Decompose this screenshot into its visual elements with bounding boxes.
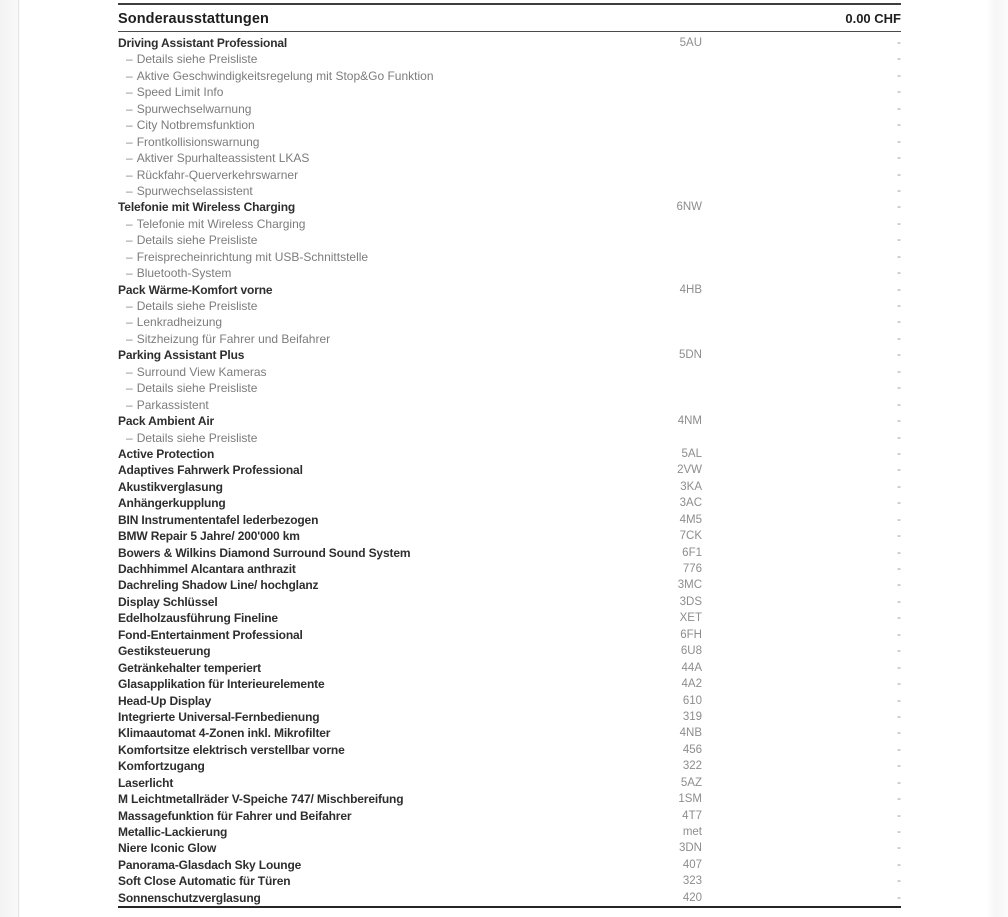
option-row xyxy=(118,840,901,856)
detail-dash: – xyxy=(126,331,133,346)
detail-code-empty xyxy=(622,430,702,446)
detail-code-empty xyxy=(622,134,702,150)
option-row xyxy=(118,873,901,889)
option-name: Klimaautomat 4-Zonen inkl. Mikrofilter xyxy=(118,726,331,741)
options-table xyxy=(118,32,901,908)
option-detail xyxy=(118,167,622,183)
option-row xyxy=(118,479,901,495)
option-name: Glasapplikation für Interieurelemente xyxy=(118,677,325,692)
option-detail-row xyxy=(118,150,901,166)
option-price: - xyxy=(897,563,901,575)
option-row xyxy=(118,528,901,544)
option-name: Laserlicht xyxy=(118,775,174,790)
detail-price: - xyxy=(897,69,901,82)
option-price: - xyxy=(897,415,901,428)
detail-dash: – xyxy=(126,134,133,149)
option-price: - xyxy=(897,546,901,559)
detail-price: - xyxy=(897,431,901,444)
detail-code-empty xyxy=(622,68,702,84)
document-page xyxy=(20,0,986,917)
detail-dash: – xyxy=(126,430,133,445)
option-name: BMW Repair 5 Jahre/ 200'000 km xyxy=(118,529,300,544)
option-price: - xyxy=(897,760,901,773)
option-name: Akustikverglasung xyxy=(118,479,223,494)
detail-code-empty xyxy=(622,380,702,396)
option-code: 6U8 xyxy=(680,645,702,658)
option-name: Dachreling Shadow Line/ hochglanz xyxy=(118,578,319,593)
detail-code-empty xyxy=(622,84,702,100)
detail-label: Surround View Kameras xyxy=(136,364,267,379)
detail-label: Freisprecheinrichtung mit USB-Schnittstelle xyxy=(136,249,369,264)
detail-label: Bluetooth-System xyxy=(136,266,232,281)
detail-code-empty xyxy=(622,216,702,232)
option-row xyxy=(118,775,901,791)
option-code: 6FH xyxy=(680,628,702,641)
option-name: Niere Iconic Glow xyxy=(118,841,217,856)
detail-label: Telefonie mit Wireless Charging xyxy=(136,216,306,231)
option-code: 610 xyxy=(682,694,702,707)
detail-price: - xyxy=(897,119,901,132)
option-name: Display Schlüssel xyxy=(118,594,218,609)
option-price: - xyxy=(897,743,901,756)
option-price: - xyxy=(897,595,901,608)
option-row xyxy=(118,446,901,462)
detail-label: Details siehe Preisliste xyxy=(136,52,258,67)
detail-code-empty xyxy=(622,167,702,183)
options-section xyxy=(118,3,901,908)
option-code: 319 xyxy=(682,710,702,723)
option-code: 4HB xyxy=(679,283,702,296)
option-code: met xyxy=(682,826,702,838)
detail-dash: – xyxy=(126,397,133,412)
option-name: Adaptives Fahrwerk Professional xyxy=(118,463,303,478)
detail-dash: – xyxy=(126,101,133,116)
detail-dash: – xyxy=(126,381,133,396)
option-code: 4A2 xyxy=(681,678,702,691)
option-detail-row xyxy=(118,380,901,396)
option-code: 44A xyxy=(681,661,702,674)
detail-dash: – xyxy=(126,266,133,281)
option-name: Parking Assistant Plus xyxy=(118,348,245,363)
option-code: 407 xyxy=(682,858,702,871)
option-detail-row xyxy=(118,216,901,232)
option-name: M Leichtmetallräder V-Speiche 747/ Mischbereifung xyxy=(118,792,404,807)
option-detail-row xyxy=(118,134,901,150)
option-code: 3DS xyxy=(679,595,702,608)
option-detail xyxy=(118,430,622,446)
detail-dash: – xyxy=(126,52,133,67)
detail-code-empty xyxy=(622,183,702,199)
option-detail xyxy=(118,216,622,232)
detail-label: Details siehe Preisliste xyxy=(136,381,258,396)
option-price: - xyxy=(897,727,901,740)
detail-dash: – xyxy=(126,167,133,182)
option-detail xyxy=(118,101,622,117)
option-detail xyxy=(118,68,622,84)
option-price: - xyxy=(897,283,901,296)
option-row xyxy=(118,808,901,824)
detail-code-empty xyxy=(622,364,702,380)
option-detail xyxy=(118,117,622,133)
option-row xyxy=(118,282,901,298)
option-name: Getränkehalter temperiert xyxy=(118,660,261,675)
option-name: Pack Wärme-Komfort vorne xyxy=(118,282,273,297)
detail-label: Frontkollisionswarnung xyxy=(136,134,260,149)
option-row xyxy=(118,627,901,643)
option-price: - xyxy=(897,793,901,806)
detail-label: Aktive Geschwindigkeitsregelung mit Stop&Go Funktion xyxy=(136,68,434,83)
option-row xyxy=(118,742,901,758)
option-name: Fond-Entertainment Professional xyxy=(118,627,303,642)
option-detail-row xyxy=(118,84,901,100)
option-row xyxy=(118,512,901,528)
option-code: XET xyxy=(679,612,702,625)
detail-dash: – xyxy=(126,85,133,100)
option-price: - xyxy=(897,579,901,592)
detail-price: - xyxy=(897,53,901,66)
detail-price: - xyxy=(897,168,901,181)
option-detail-row xyxy=(118,232,901,248)
section-header xyxy=(118,3,901,32)
detail-price: - xyxy=(897,86,901,99)
option-detail-row xyxy=(118,249,901,265)
detail-code-empty xyxy=(622,51,702,67)
detail-dash: – xyxy=(126,183,133,198)
option-code: 5AL xyxy=(681,447,702,460)
detail-label: Details siehe Preisliste xyxy=(136,430,258,445)
detail-label: Rückfahr-Querverkehrswarner xyxy=(136,167,299,182)
option-name: Soft Close Automatic für Türen xyxy=(118,874,291,889)
option-row xyxy=(118,857,901,873)
option-price: - xyxy=(897,612,901,625)
option-detail-row xyxy=(118,167,901,183)
option-code: 1SM xyxy=(678,793,702,806)
option-name: Bowers & Wilkins Diamond Surround Sound System xyxy=(118,545,411,560)
option-row xyxy=(118,660,901,676)
option-detail xyxy=(118,134,622,150)
option-detail xyxy=(118,150,622,166)
detail-code-empty xyxy=(622,397,702,413)
option-row xyxy=(118,462,901,478)
option-name: Driving Assistant Professional xyxy=(118,36,288,50)
option-price: - xyxy=(897,710,901,723)
option-price: - xyxy=(897,480,901,493)
detail-price: - xyxy=(897,365,901,378)
option-code: 456 xyxy=(682,743,702,756)
option-detail xyxy=(118,314,622,330)
detail-label: Lenkradheizung xyxy=(136,315,223,330)
detail-price: - xyxy=(897,217,901,230)
option-row xyxy=(118,610,901,626)
option-detail-row xyxy=(118,331,901,347)
option-code: 4T7 xyxy=(682,809,702,822)
section-total-price: 0.00 CHF xyxy=(845,11,901,26)
option-detail xyxy=(118,84,622,100)
detail-dash: – xyxy=(126,216,133,231)
detail-code-empty xyxy=(622,331,702,347)
detail-dash: – xyxy=(126,233,133,248)
option-code: 3AC xyxy=(679,497,702,510)
detail-price: - xyxy=(897,332,901,345)
option-price: - xyxy=(897,645,901,658)
detail-dash: – xyxy=(126,118,133,133)
option-detail xyxy=(118,331,622,347)
option-name: Metallic-Lackierung xyxy=(118,825,228,839)
detail-price: - xyxy=(897,316,901,329)
option-row xyxy=(118,758,901,774)
detail-dash: – xyxy=(126,68,133,83)
option-detail xyxy=(118,364,622,380)
option-code: 323 xyxy=(682,875,702,888)
detail-label: Details siehe Preisliste xyxy=(136,233,258,248)
option-detail xyxy=(118,380,622,396)
detail-code-empty xyxy=(622,298,702,314)
option-price: - xyxy=(897,37,901,49)
detail-label: Sitzheizung für Fahrer und Beifahrer xyxy=(136,331,331,346)
detail-price: - xyxy=(897,152,901,165)
detail-code-empty xyxy=(622,314,702,330)
option-row xyxy=(118,347,901,363)
option-name: Komfortzugang xyxy=(118,759,205,774)
detail-label: Parkassistent xyxy=(136,397,209,412)
option-detail-row xyxy=(118,364,901,380)
option-code: 4NM xyxy=(677,415,702,428)
option-name: Sonnenschutzverglasung xyxy=(118,890,261,905)
option-code: 3DN xyxy=(678,842,702,855)
option-row xyxy=(118,709,901,725)
option-row xyxy=(118,725,901,741)
detail-label: Spurwechselassistent xyxy=(136,183,253,198)
detail-label: City Notbremsfunktion xyxy=(136,118,255,133)
option-price: - xyxy=(897,447,901,460)
option-row xyxy=(118,643,901,659)
option-price: - xyxy=(897,497,901,510)
option-price: - xyxy=(897,513,901,526)
detail-dash: – xyxy=(126,315,133,330)
option-price: - xyxy=(897,464,901,477)
detail-label: Speed Limit Info xyxy=(136,85,224,100)
option-code: 5AZ xyxy=(680,776,702,789)
option-detail-row xyxy=(118,298,901,314)
option-code: 420 xyxy=(682,891,702,904)
detail-label: Spurwechselwarnung xyxy=(136,101,252,116)
option-price: - xyxy=(897,826,901,838)
section-title: Sonderausstattungen xyxy=(118,11,269,27)
option-row xyxy=(118,577,901,593)
option-detail xyxy=(118,183,622,199)
option-detail xyxy=(118,232,622,248)
detail-price: - xyxy=(897,234,901,247)
option-name: Integrierte Universal-Fernbedienung xyxy=(118,709,320,724)
option-code: 3KA xyxy=(680,480,702,493)
option-detail xyxy=(118,51,622,67)
option-name: Telefonie mit Wireless Charging xyxy=(118,200,296,215)
detail-dash: – xyxy=(126,364,133,379)
option-code: 2VW xyxy=(677,464,702,477)
option-detail-row xyxy=(118,314,901,330)
detail-price: - xyxy=(897,300,901,312)
option-name: Dachhimmel Alcantara anthrazit xyxy=(118,562,296,576)
detail-dash: – xyxy=(126,249,133,264)
option-code: 5AU xyxy=(679,37,702,49)
option-price: - xyxy=(897,842,901,855)
option-row xyxy=(118,413,901,429)
detail-label: Details siehe Preisliste xyxy=(136,299,258,313)
option-price: - xyxy=(897,349,901,362)
option-row xyxy=(118,545,901,561)
option-row xyxy=(118,594,901,610)
detail-price: - xyxy=(897,250,901,263)
option-detail-row xyxy=(118,183,901,199)
option-row xyxy=(118,824,901,840)
option-price: - xyxy=(897,628,901,641)
option-detail-row xyxy=(118,101,901,117)
option-code: 3MC xyxy=(677,579,702,592)
option-price: - xyxy=(897,809,901,822)
option-name: Anhängerkupplung xyxy=(118,496,226,511)
option-row xyxy=(118,199,901,215)
option-row xyxy=(118,890,901,906)
option-price: - xyxy=(897,694,901,707)
option-detail-row xyxy=(118,397,901,413)
detail-price: - xyxy=(897,267,901,280)
option-row xyxy=(118,676,901,692)
option-code: 5DN xyxy=(678,349,702,362)
option-name: Edelholzausführung Fineline xyxy=(118,611,278,626)
option-name: Massagefunktion für Fahrer und Beifahrer xyxy=(118,808,352,823)
option-price: - xyxy=(897,875,901,888)
option-detail-row xyxy=(118,117,901,133)
option-row xyxy=(118,791,901,807)
detail-dash: – xyxy=(126,299,133,313)
detail-code-empty xyxy=(622,117,702,133)
detail-code-empty xyxy=(622,249,702,265)
option-price: - xyxy=(897,776,901,789)
detail-label: Aktiver Spurhalteassistent LKAS xyxy=(136,151,310,166)
option-detail xyxy=(118,298,622,314)
detail-price: - xyxy=(897,184,901,197)
option-detail xyxy=(118,249,622,265)
option-name: Komfortsitze elektrisch verstellbar vorne xyxy=(118,742,345,757)
option-code: 6NW xyxy=(676,201,702,214)
detail-price: - xyxy=(897,398,901,411)
option-price: - xyxy=(897,661,901,674)
option-price: - xyxy=(897,858,901,871)
detail-price: - xyxy=(897,382,901,395)
detail-price: - xyxy=(897,135,901,148)
option-row xyxy=(118,35,901,51)
option-detail xyxy=(118,265,622,281)
detail-code-empty xyxy=(622,265,702,281)
option-name: Active Protection xyxy=(118,446,215,461)
option-row xyxy=(118,561,901,577)
option-name: Pack Ambient Air xyxy=(118,414,215,429)
option-code: 322 xyxy=(682,760,702,773)
option-name: Head-Up Display xyxy=(118,693,212,708)
option-detail-row xyxy=(118,51,901,67)
option-name: Gestiksteuerung xyxy=(118,644,211,659)
option-price: - xyxy=(897,530,901,543)
option-price: - xyxy=(897,891,901,904)
option-price: - xyxy=(897,201,901,214)
option-detail-row xyxy=(118,265,901,281)
option-code: 6F1 xyxy=(682,546,702,559)
option-name: BIN Instrumententafel lederbezogen xyxy=(118,512,319,527)
option-code: 7CK xyxy=(679,530,702,543)
option-detail xyxy=(118,397,622,413)
option-row xyxy=(118,495,901,511)
detail-code-empty xyxy=(622,150,702,166)
detail-code-empty xyxy=(622,101,702,117)
detail-price: - xyxy=(897,102,901,115)
option-code: 4M5 xyxy=(679,513,702,526)
option-code: 776 xyxy=(682,563,702,575)
option-code: 4NB xyxy=(679,727,702,740)
page-left-margin xyxy=(0,0,19,917)
option-detail-row xyxy=(118,430,901,446)
detail-code-empty xyxy=(622,232,702,248)
page-right-margin xyxy=(986,0,1008,917)
option-detail-row xyxy=(118,68,901,84)
option-name: Panorama-Glasdach Sky Lounge xyxy=(118,857,302,872)
option-price: - xyxy=(897,678,901,691)
option-row xyxy=(118,693,901,709)
detail-dash: – xyxy=(126,151,133,166)
